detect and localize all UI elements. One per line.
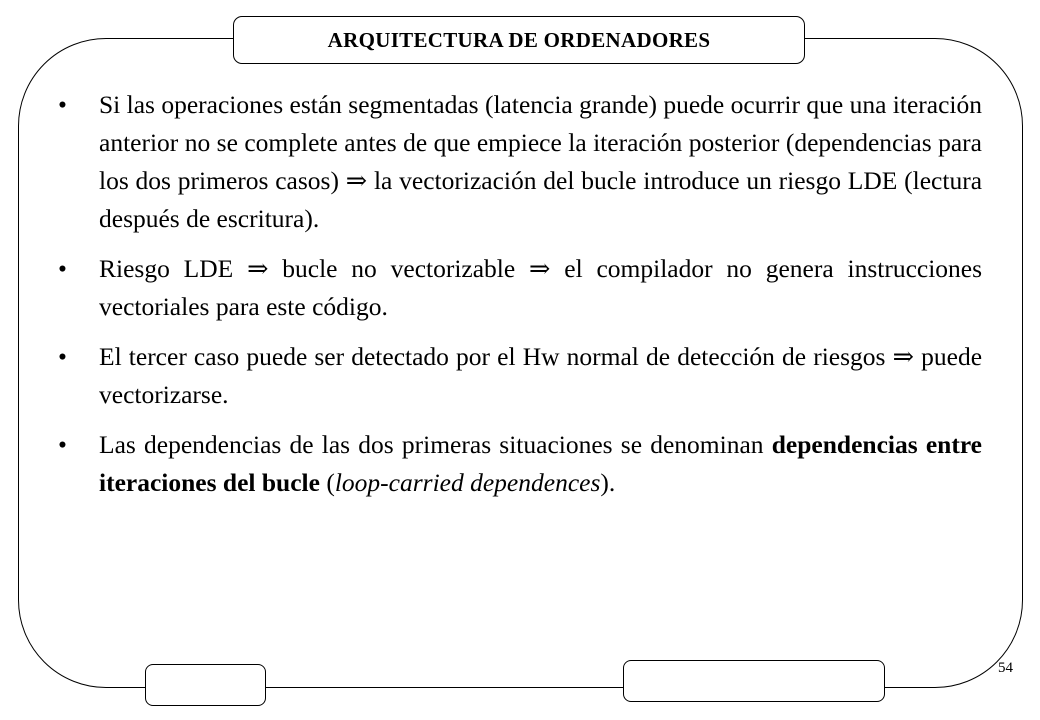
footer-box-right — [623, 660, 885, 702]
bullet-item-3: • El tercer caso puede ser detectado por el Hw normal de detección de riesgos ⇒ puede vectorizarse. — [58, 338, 982, 414]
bullet-item-2: • Riesgo LDE ⇒ bucle no vectorizable ⇒ el compilador no genera instrucciones vectoriales para este código. — [58, 250, 982, 326]
bullet-list — [58, 86, 982, 514]
bullet-item-1: • Si las operaciones están segmentadas (latencia grande) puede ocurrir que una iteración anterior no se complete antes de que empiece la iteración posterior (dependencias para los dos primeros casos) ⇒ la vectorización del bucle introduce un riesgo LDE (lectura después de escritura). — [58, 86, 982, 238]
bullet-icon: • — [58, 342, 67, 371]
implies-arrow-icon: ⇒ — [247, 254, 269, 283]
bullet-icon: • — [58, 254, 67, 283]
bold-term: dependencias entre iteraciones del bucle — [99, 430, 982, 497]
footer-box-left — [145, 664, 266, 706]
implies-arrow-icon: ⇒ — [892, 342, 914, 371]
page-number: 54 — [998, 660, 1013, 676]
italic-term: loop-carried dependences — [334, 468, 601, 497]
slide-title: ARQUITECTURA DE ORDENADORES — [233, 16, 805, 64]
bullet-item-4: • Las dependencias de las dos primeras situaciones se denominan dependencias entre iteraciones del bucle (loop-carried dependences). — [58, 426, 982, 502]
bullet-icon: • — [58, 90, 67, 119]
implies-arrow-icon: ⇒ — [345, 166, 368, 195]
implies-arrow-icon: ⇒ — [529, 254, 551, 283]
bullet-icon: • — [58, 430, 67, 459]
